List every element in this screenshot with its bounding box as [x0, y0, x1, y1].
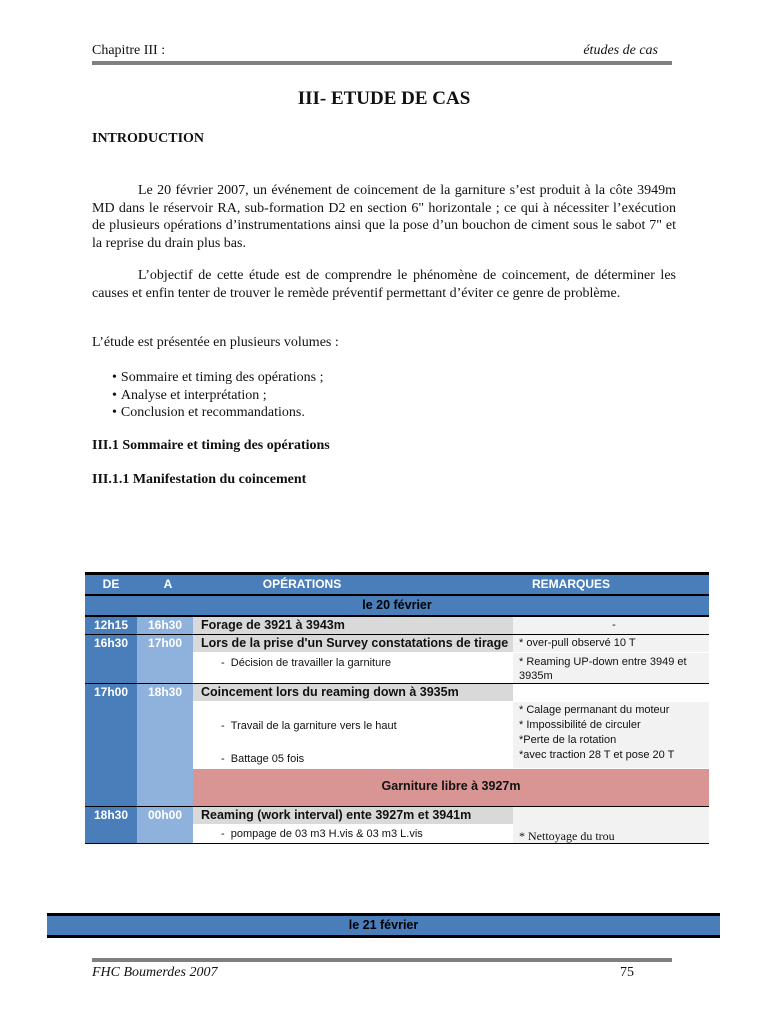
volume-list	[112, 369, 323, 422]
list-item: • Sommaire et timing des opérations ;	[112, 369, 323, 387]
row3-a: 18h30	[137, 684, 193, 807]
remark-line: * Calage permanant du moteur	[519, 704, 670, 716]
row3-operation: Coincement lors du reaming down à 3935m	[193, 684, 513, 701]
chapter-label: Chapitre III :	[92, 43, 166, 58]
row4-operation: Reaming (work interval) ente 3927m et 3941m	[193, 807, 513, 824]
row1-remark: -	[513, 617, 709, 634]
row4-a: 00h00	[137, 807, 193, 843]
date-bar-20-fevrier: le 20 février	[85, 596, 709, 615]
row3-remark-empty	[513, 684, 709, 701]
row4-sub-remark: * Nettoyage du trou	[519, 829, 615, 843]
garniture-libre-banner: Garniture libre à 3927m	[193, 769, 709, 806]
row1-de: 12h15	[85, 617, 137, 634]
section-heading: III.1 Sommaire et timing des opérations	[92, 438, 330, 453]
header-rule	[92, 61, 672, 65]
row4-de: 18h30	[85, 807, 137, 843]
row3-sub-remark-list	[513, 702, 709, 768]
subsection-heading: III.1.1 Manifestation du coincement	[92, 472, 307, 487]
remark-line: * Impossibilité de circuler	[519, 719, 641, 731]
row1-a: 16h30	[137, 617, 193, 634]
row4-sub-operation: - pompage de 03 m3 H.vis & 03 m3 L.vis	[221, 828, 423, 840]
row2-sub-remark: * Reaming UP-down entre 3949 et 3935m	[513, 653, 709, 683]
row2-operation: Lors de la prise d'un Survey constatations de tirage	[193, 635, 513, 652]
page-number: 75	[620, 965, 634, 980]
paragraph-1: Le 20 février 2007, un événement de coincement de la garniture s’est produit à la côte 3949m MD dans le réservoir RA, sub-formation D2 en section 6" horizontale ; ce qui à nécessiter l’exécution de plusieurs opérations d’instrumentations ainsi que la pose d’un bouchon de ciment sous le sabot 7" et la reprise du drain plus bas.	[92, 183, 676, 251]
paragraph-3: L’étude est présentée en plusieurs volumes :	[92, 335, 339, 350]
section-label: études de cas	[583, 43, 658, 58]
row2-sub-operation: - Décision de travailler la garniture	[221, 657, 391, 669]
row3-sub-operation-1: - Travail de la garniture vers le haut	[221, 720, 397, 732]
table-bottom-rule	[85, 843, 709, 844]
list-item: • Conclusion et recommandations.	[112, 404, 323, 422]
row1-operation: Forage de 3921 à 3943m	[193, 617, 513, 634]
remark-line: *Perte de la rotation	[519, 734, 617, 746]
remark-line: *avec traction 28 T et pose 20 T	[519, 749, 675, 761]
list-item: • Analyse et interprétation ;	[112, 387, 323, 405]
row2-remark: * over-pull observé 10 T	[513, 635, 709, 652]
date2-bottom-rule	[47, 935, 720, 938]
header-a: A	[163, 577, 173, 591]
introduction-heading: INTRODUCTION	[92, 131, 205, 146]
page-title: III- ETUDE DE CAS	[297, 88, 471, 109]
row3-sub-operation-2: - Battage 05 fois	[221, 753, 305, 765]
row3-de: 17h00	[85, 684, 137, 807]
row2-a: 17h00	[137, 635, 193, 683]
row2-de: 16h30	[85, 635, 137, 683]
date-bar-21-fevrier: le 21 février	[47, 916, 720, 935]
header-remarques: REMARQUES	[531, 577, 610, 591]
footer-rule	[92, 958, 672, 962]
footer-source: FHC Boumerdes 2007	[92, 965, 218, 980]
paragraph-2: L’objectif de cette étude est de comprendre le phénomène de coincement, de déterminer les causes et enfin tenter de trouver le remède préventif permettant d’éviter ce genre de problème.	[92, 268, 676, 301]
header-operations: OPÉRATIONS	[262, 577, 342, 591]
header-de: DE	[102, 577, 120, 591]
